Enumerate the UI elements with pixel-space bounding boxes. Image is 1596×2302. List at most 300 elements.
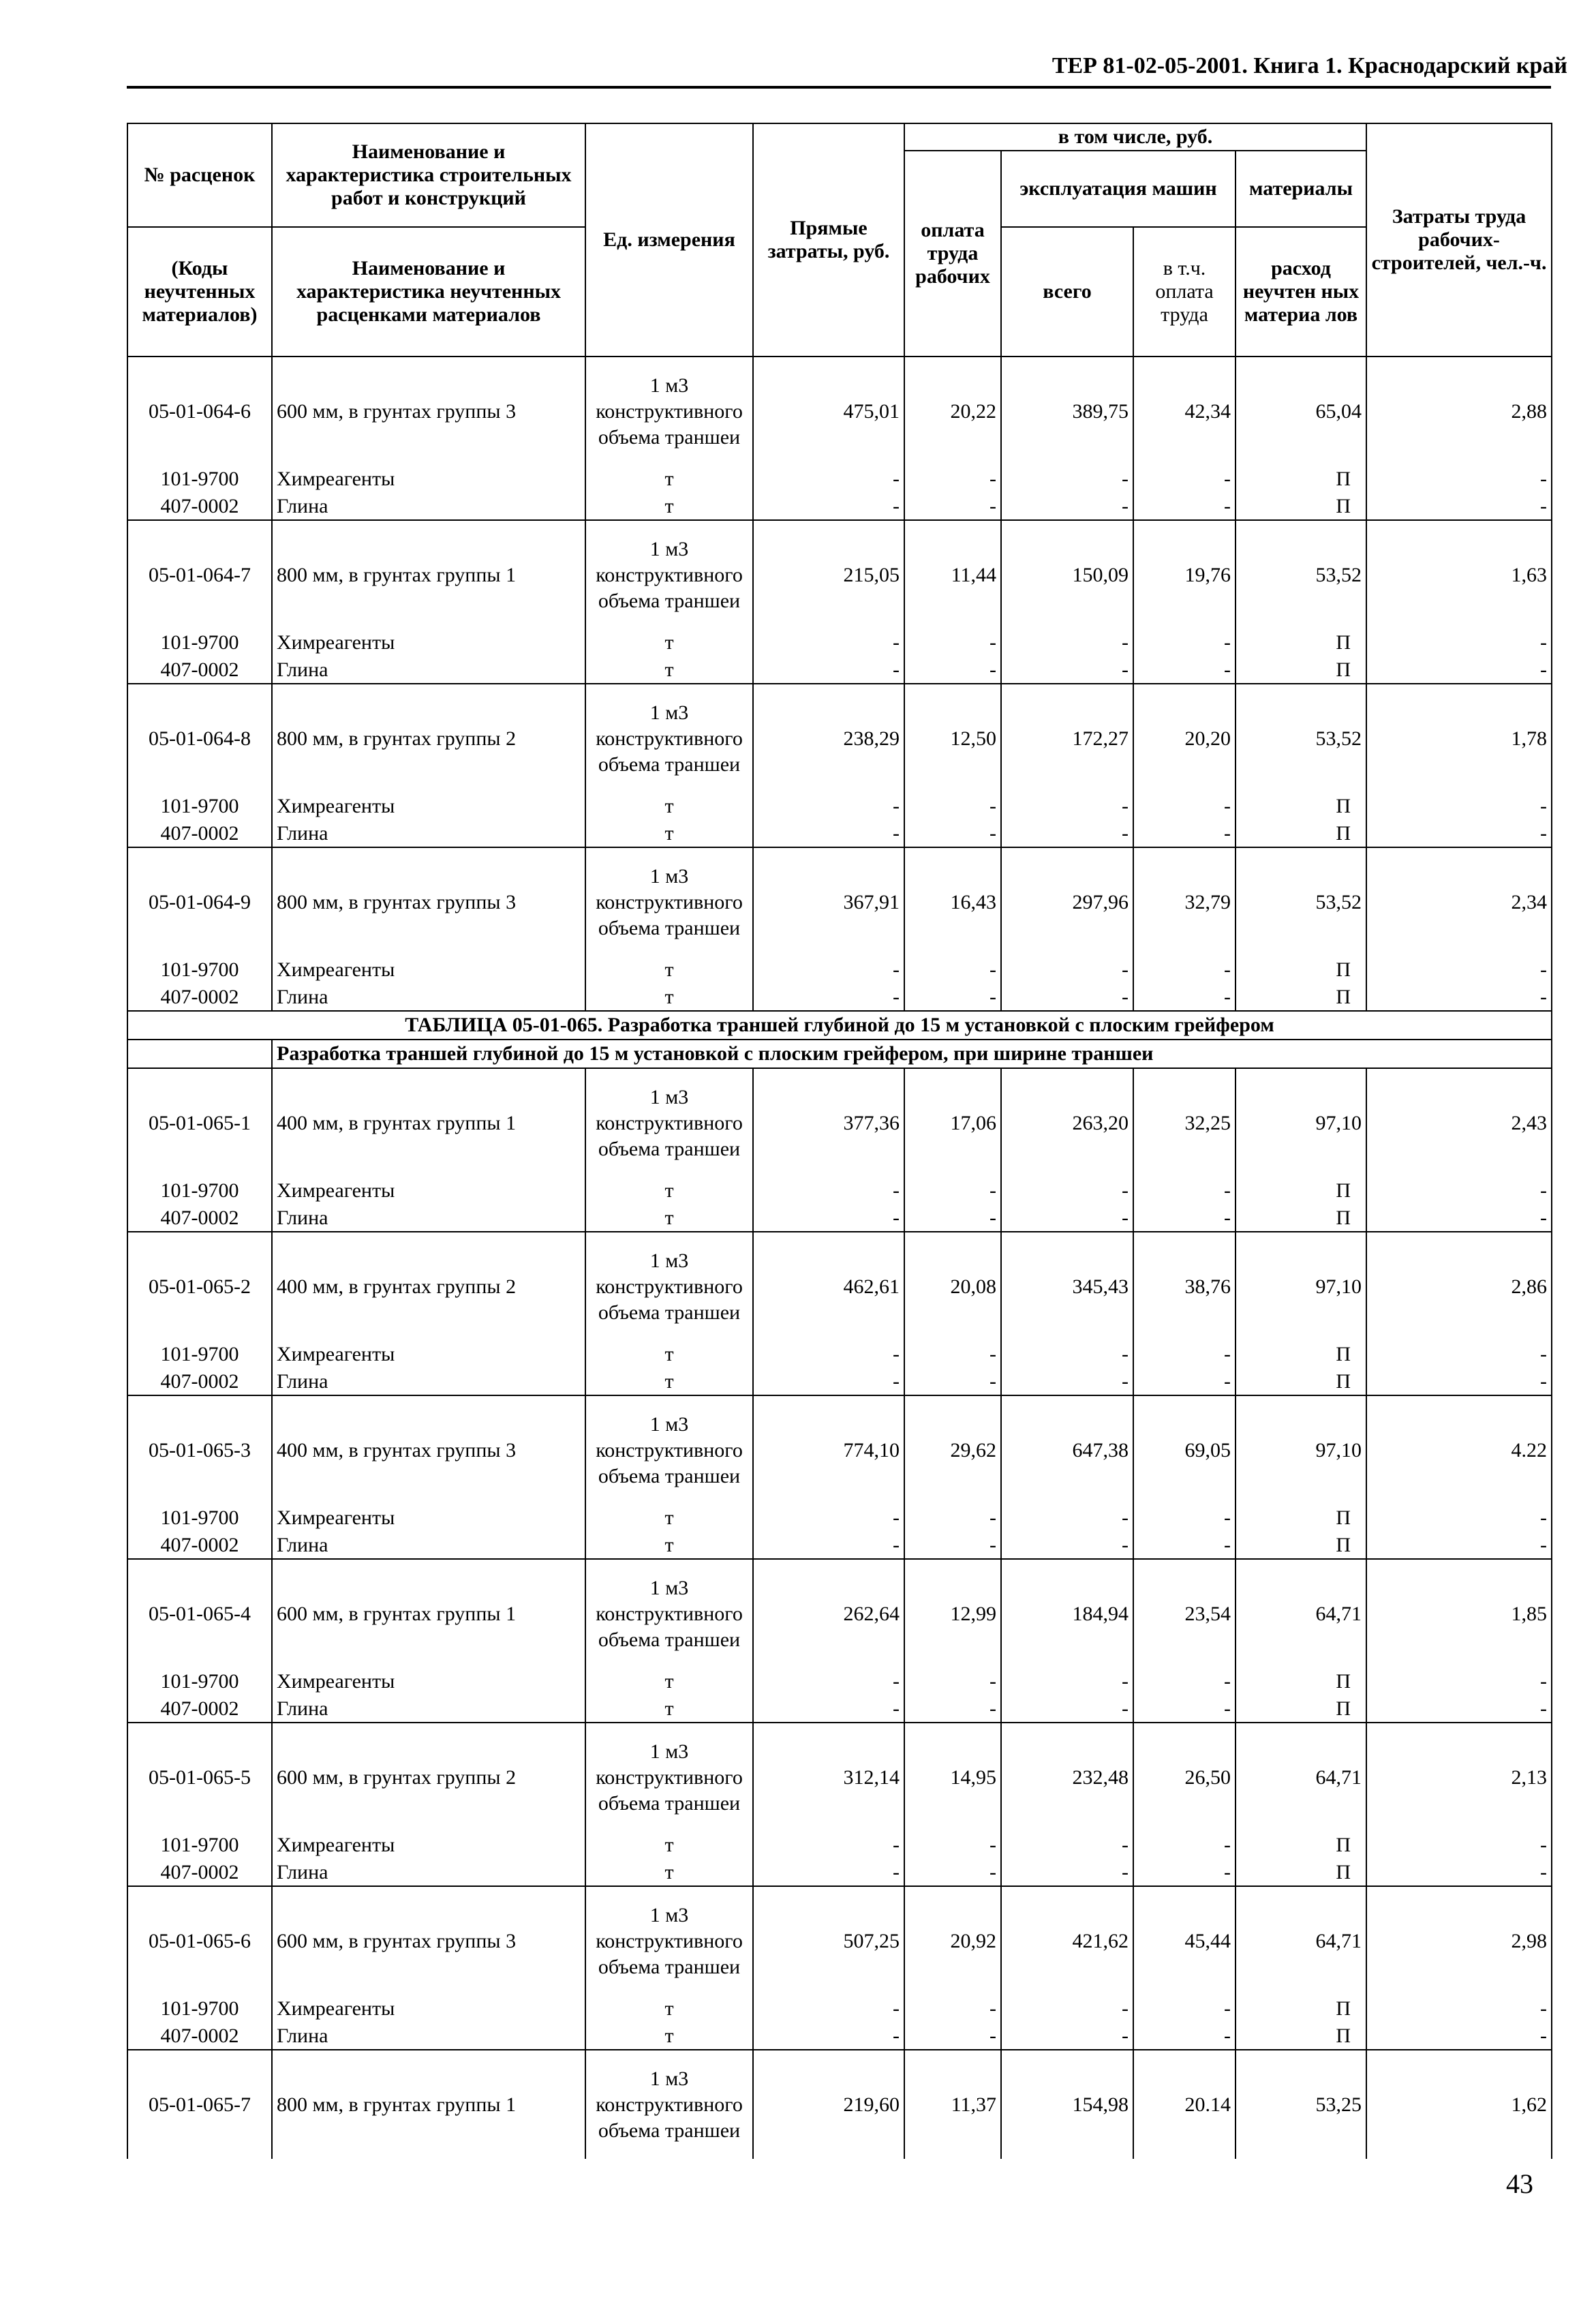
material-flag: П <box>1236 1668 1366 1695</box>
rate-row <box>127 1068 1552 1177</box>
rate-labor-costs: 2,86 <box>1366 1232 1552 1341</box>
material-name: Химреагенты <box>272 1341 585 1368</box>
material-name: Химреагенты <box>272 1177 585 1205</box>
rate-labor-costs: 1,62 <box>1366 2050 1552 2159</box>
rate-materials: 53,52 <box>1236 847 1366 956</box>
material-name: Химреагенты <box>272 793 585 820</box>
material-row <box>127 493 1552 520</box>
material-flag: П <box>1236 2023 1366 2050</box>
rate-materials: 64,71 <box>1236 1723 1366 1832</box>
material-machines-total: - <box>1001 466 1133 493</box>
material-row <box>127 1341 1552 1368</box>
material-direct-cost: - <box>753 2023 904 2050</box>
material-labor-pay: - <box>904 1668 1001 1695</box>
col-direct: Прямые затраты, руб. <box>753 123 904 357</box>
material-flag: П <box>1236 629 1366 656</box>
material-machines-labor: - <box>1133 1995 1236 2023</box>
material-direct-cost: - <box>753 466 904 493</box>
material-code: 407-0002 <box>127 1695 272 1723</box>
material-direct-cost: - <box>753 1859 904 1886</box>
material-labor-costs: - <box>1366 493 1552 520</box>
rate-code: 05-01-064-7 <box>127 520 272 629</box>
material-direct-cost: - <box>753 1504 904 1532</box>
rate-machines-total: 232,48 <box>1001 1723 1133 1832</box>
material-labor-costs: - <box>1366 1205 1552 1232</box>
material-unit: т <box>585 1668 753 1695</box>
material-labor-pay: - <box>904 1832 1001 1859</box>
material-labor-costs: - <box>1366 1504 1552 1532</box>
rate-labor-costs: 2,43 <box>1366 1068 1552 1177</box>
material-unit: т <box>585 956 753 984</box>
running-header: ТЕР 81-02-05-2001. Книга 1. Краснодарский край <box>1052 53 1567 78</box>
rate-machines-total: 172,27 <box>1001 684 1133 793</box>
rate-unit: 1 м3 конструктивного объема траншеи <box>585 684 753 793</box>
material-code: 407-0002 <box>127 1368 272 1395</box>
material-flag: П <box>1236 656 1366 684</box>
material-flag: П <box>1236 956 1366 984</box>
material-flag: П <box>1236 793 1366 820</box>
rate-labor-costs: 1,63 <box>1366 520 1552 629</box>
rate-labor-pay: 17,06 <box>904 1068 1001 1177</box>
rate-direct-cost: 507,25 <box>753 1886 904 1995</box>
material-row <box>127 1368 1552 1395</box>
material-row <box>127 656 1552 684</box>
material-direct-cost: - <box>753 1368 904 1395</box>
material-code: 101-9700 <box>127 1832 272 1859</box>
col-code-top: № расценок <box>127 123 272 227</box>
material-direct-cost: - <box>753 656 904 684</box>
material-code: 101-9700 <box>127 466 272 493</box>
material-name: Химреагенты <box>272 629 585 656</box>
material-machines-total: - <box>1001 1668 1133 1695</box>
material-name: Глина <box>272 1368 585 1395</box>
rates-table <box>127 123 1552 2159</box>
material-labor-costs: - <box>1366 1368 1552 1395</box>
rate-code: 05-01-064-8 <box>127 684 272 793</box>
rate-row <box>127 847 1552 956</box>
table-header <box>127 123 1552 357</box>
material-code: 101-9700 <box>127 793 272 820</box>
rate-materials: 97,10 <box>1236 1395 1366 1504</box>
rate-materials: 53,52 <box>1236 520 1366 629</box>
material-direct-cost: - <box>753 793 904 820</box>
material-machines-total: - <box>1001 1368 1133 1395</box>
material-flag: П <box>1236 1205 1366 1232</box>
rate-materials: 65,04 <box>1236 357 1366 466</box>
rate-labor-pay: 20,08 <box>904 1232 1001 1341</box>
rate-direct-cost: 462,61 <box>753 1232 904 1341</box>
material-flag: П <box>1236 1341 1366 1368</box>
rate-unit: 1 м3 конструктивного объема траншеи <box>585 847 753 956</box>
material-flag: П <box>1236 1695 1366 1723</box>
rate-name: 600 мм, в грунтах группы 2 <box>272 1723 585 1832</box>
material-direct-cost: - <box>753 984 904 1011</box>
material-name: Глина <box>272 984 585 1011</box>
material-row <box>127 1205 1552 1232</box>
rate-materials: 97,10 <box>1236 1068 1366 1177</box>
rate-row <box>127 1886 1552 1995</box>
rate-machines-labor: 23,54 <box>1133 1559 1236 1668</box>
rate-labor-pay: 20,92 <box>904 1886 1001 1995</box>
material-labor-costs: - <box>1366 1341 1552 1368</box>
rate-labor-costs: 2,34 <box>1366 847 1552 956</box>
section-subtitle: Разработка траншей глубиной до 15 м установкой с плоским грейфером, при ширине траншеи <box>272 1040 1552 1068</box>
rate-unit: 1 м3 конструктивного объема траншеи <box>585 2050 753 2159</box>
rate-machines-total: 345,43 <box>1001 1232 1133 1341</box>
material-row <box>127 984 1552 1011</box>
material-machines-labor: - <box>1133 1205 1236 1232</box>
rate-unit: 1 м3 конструктивного объема траншеи <box>585 1886 753 1995</box>
col-name-top: Наименование и характеристика строительных работ и конструкций <box>272 123 585 227</box>
material-unit: т <box>585 1205 753 1232</box>
material-name: Химреагенты <box>272 1832 585 1859</box>
material-flag: П <box>1236 1995 1366 2023</box>
material-unit: т <box>585 1695 753 1723</box>
material-unit: т <box>585 656 753 684</box>
material-row <box>127 793 1552 820</box>
material-direct-cost: - <box>753 1205 904 1232</box>
material-machines-total: - <box>1001 793 1133 820</box>
material-machines-total: - <box>1001 1995 1133 2023</box>
col-machines: эксплуатация машин <box>1001 151 1236 227</box>
material-row <box>127 1668 1552 1695</box>
material-flag: П <box>1236 1859 1366 1886</box>
material-machines-labor: - <box>1133 793 1236 820</box>
material-row <box>127 629 1552 656</box>
material-direct-cost: - <box>753 820 904 847</box>
material-unit: т <box>585 1532 753 1559</box>
material-direct-cost: - <box>753 1695 904 1723</box>
col-code-bottom: (Коды неучтенных материалов) <box>127 227 272 357</box>
material-machines-total: - <box>1001 1504 1133 1532</box>
material-machines-labor: - <box>1133 493 1236 520</box>
header-rule <box>127 86 1551 89</box>
material-unit: т <box>585 820 753 847</box>
material-labor-pay: - <box>904 656 1001 684</box>
rate-direct-cost: 367,91 <box>753 847 904 956</box>
material-name: Глина <box>272 1205 585 1232</box>
col-incl: в том числе, руб. <box>904 123 1366 151</box>
rate-name: 800 мм, в грунтах группы 2 <box>272 684 585 793</box>
rate-name: 400 мм, в грунтах группы 3 <box>272 1395 585 1504</box>
material-direct-cost: - <box>753 1832 904 1859</box>
material-labor-pay: - <box>904 793 1001 820</box>
material-code: 101-9700 <box>127 1341 272 1368</box>
rate-labor-costs: 2,13 <box>1366 1723 1552 1832</box>
material-unit: т <box>585 793 753 820</box>
material-code: 101-9700 <box>127 1177 272 1205</box>
material-machines-labor: - <box>1133 820 1236 847</box>
material-labor-costs: - <box>1366 2023 1552 2050</box>
rate-machines-total: 647,38 <box>1001 1395 1133 1504</box>
material-code: 101-9700 <box>127 1668 272 1695</box>
material-unit: т <box>585 1859 753 1886</box>
material-machines-labor: - <box>1133 1177 1236 1205</box>
rate-code: 05-01-065-4 <box>127 1559 272 1668</box>
rate-unit: 1 м3 конструктивного объема траншеи <box>585 1395 753 1504</box>
material-labor-pay: - <box>904 1368 1001 1395</box>
material-code: 407-0002 <box>127 1205 272 1232</box>
rate-machines-total: 150,09 <box>1001 520 1133 629</box>
rate-labor-pay: 20,22 <box>904 357 1001 466</box>
rate-direct-cost: 262,64 <box>753 1559 904 1668</box>
rate-labor-costs: 1,85 <box>1366 1559 1552 1668</box>
material-code: 407-0002 <box>127 656 272 684</box>
material-row <box>127 1832 1552 1859</box>
rate-name: 800 мм, в грунтах группы 1 <box>272 2050 585 2159</box>
material-unit: т <box>585 1177 753 1205</box>
rate-materials: 64,71 <box>1236 1886 1366 1995</box>
rate-materials: 53,25 <box>1236 2050 1366 2159</box>
material-unit: т <box>585 2023 753 2050</box>
material-unit: т <box>585 1832 753 1859</box>
rate-machines-labor: 45,44 <box>1133 1886 1236 1995</box>
material-row <box>127 820 1552 847</box>
material-machines-total: - <box>1001 2023 1133 2050</box>
material-unit: т <box>585 629 753 656</box>
material-machines-labor: - <box>1133 1341 1236 1368</box>
section-title: ТАБЛИЦА 05-01-065. Разработка траншей глубиной до 15 м установкой с плоским грейфером <box>127 1011 1552 1040</box>
rate-labor-pay: 12,50 <box>904 684 1001 793</box>
material-direct-cost: - <box>753 1668 904 1695</box>
rate-unit: 1 м3 конструктивного объема траншеи <box>585 357 753 466</box>
rate-code: 05-01-064-6 <box>127 357 272 466</box>
rate-name: 800 мм, в грунтах группы 3 <box>272 847 585 956</box>
material-name: Химреагенты <box>272 956 585 984</box>
rate-labor-pay: 11,37 <box>904 2050 1001 2159</box>
material-unit: т <box>585 466 753 493</box>
rate-labor-pay: 29,62 <box>904 1395 1001 1504</box>
material-labor-costs: - <box>1366 1532 1552 1559</box>
col-labor-costs: Затраты труда рабочих-строителей, чел.-ч. <box>1366 123 1552 357</box>
material-row <box>127 956 1552 984</box>
material-code: 407-0002 <box>127 2023 272 2050</box>
material-machines-labor: - <box>1133 1368 1236 1395</box>
rate-labor-pay: 16,43 <box>904 847 1001 956</box>
material-machines-total: - <box>1001 1859 1133 1886</box>
material-labor-pay: - <box>904 466 1001 493</box>
rate-code: 05-01-065-3 <box>127 1395 272 1504</box>
material-flag: П <box>1236 466 1366 493</box>
rate-row <box>127 1232 1552 1341</box>
col-machines-labor: в т.ч. оплата труда <box>1133 227 1236 357</box>
rate-code: 05-01-065-1 <box>127 1068 272 1177</box>
rate-unit: 1 м3 конструктивного объема траншеи <box>585 1232 753 1341</box>
material-machines-labor: - <box>1133 1532 1236 1559</box>
material-name: Глина <box>272 1532 585 1559</box>
rate-machines-total: 263,20 <box>1001 1068 1133 1177</box>
rate-labor-costs: 2,88 <box>1366 357 1552 466</box>
col-materials: материалы <box>1236 151 1366 227</box>
material-flag: П <box>1236 1532 1366 1559</box>
material-name: Глина <box>272 2023 585 2050</box>
material-row <box>127 466 1552 493</box>
material-labor-costs: - <box>1366 1832 1552 1859</box>
material-machines-labor: - <box>1133 1668 1236 1695</box>
rate-machines-labor: 20.14 <box>1133 2050 1236 2159</box>
material-flag: П <box>1236 493 1366 520</box>
material-direct-cost: - <box>753 629 904 656</box>
rate-labor-pay: 12,99 <box>904 1559 1001 1668</box>
material-labor-pay: - <box>904 1504 1001 1532</box>
material-unit: т <box>585 1504 753 1532</box>
material-machines-labor: - <box>1133 1859 1236 1886</box>
material-machines-total: - <box>1001 956 1133 984</box>
material-machines-total: - <box>1001 1341 1133 1368</box>
material-machines-total: - <box>1001 984 1133 1011</box>
material-labor-pay: - <box>904 1341 1001 1368</box>
rate-direct-cost: 475,01 <box>753 357 904 466</box>
material-name: Глина <box>272 493 585 520</box>
material-code: 101-9700 <box>127 1995 272 2023</box>
rate-materials: 64,71 <box>1236 1559 1366 1668</box>
material-code: 407-0002 <box>127 1532 272 1559</box>
rate-name: 600 мм, в грунтах группы 3 <box>272 357 585 466</box>
material-machines-total: - <box>1001 629 1133 656</box>
material-labor-pay: - <box>904 1205 1001 1232</box>
material-direct-cost: - <box>753 1532 904 1559</box>
material-row <box>127 2023 1552 2050</box>
material-labor-pay: - <box>904 1177 1001 1205</box>
rate-direct-cost: 377,36 <box>753 1068 904 1177</box>
material-labor-costs: - <box>1366 820 1552 847</box>
material-name: Химреагенты <box>272 1504 585 1532</box>
material-labor-costs: - <box>1366 984 1552 1011</box>
material-row <box>127 1532 1552 1559</box>
material-labor-costs: - <box>1366 629 1552 656</box>
material-name: Химреагенты <box>272 1668 585 1695</box>
rate-row <box>127 1395 1552 1504</box>
material-labor-costs: - <box>1366 1177 1552 1205</box>
material-machines-total: - <box>1001 1177 1133 1205</box>
rate-row <box>127 1559 1552 1668</box>
material-machines-total: - <box>1001 493 1133 520</box>
material-row <box>127 1859 1552 1886</box>
material-machines-total: - <box>1001 1532 1133 1559</box>
rate-machines-total: 421,62 <box>1001 1886 1133 1995</box>
material-code: 101-9700 <box>127 956 272 984</box>
material-machines-labor: - <box>1133 466 1236 493</box>
rate-machines-total: 297,96 <box>1001 847 1133 956</box>
rate-code: 05-01-065-5 <box>127 1723 272 1832</box>
material-labor-costs: - <box>1366 1695 1552 1723</box>
material-flag: П <box>1236 820 1366 847</box>
material-row <box>127 1177 1552 1205</box>
rate-direct-cost: 238,29 <box>753 684 904 793</box>
material-machines-labor: - <box>1133 984 1236 1011</box>
material-labor-costs: - <box>1366 1995 1552 2023</box>
material-labor-pay: - <box>904 1995 1001 2023</box>
material-unit: т <box>585 493 753 520</box>
material-direct-cost: - <box>753 1995 904 2023</box>
rates-block-065 <box>127 1068 1552 2159</box>
material-machines-total: - <box>1001 1205 1133 1232</box>
material-machines-labor: - <box>1133 1504 1236 1532</box>
material-labor-costs: - <box>1366 1859 1552 1886</box>
rate-machines-labor: 20,20 <box>1133 684 1236 793</box>
rate-code: 05-01-064-9 <box>127 847 272 956</box>
rate-machines-total: 154,98 <box>1001 2050 1133 2159</box>
material-direct-cost: - <box>753 493 904 520</box>
rate-machines-total: 389,75 <box>1001 357 1133 466</box>
material-flag: П <box>1236 984 1366 1011</box>
material-flag: П <box>1236 1177 1366 1205</box>
rate-machines-labor: 26,50 <box>1133 1723 1236 1832</box>
material-flag: П <box>1236 1504 1366 1532</box>
material-direct-cost: - <box>753 956 904 984</box>
material-labor-pay: - <box>904 1859 1001 1886</box>
material-labor-costs: - <box>1366 1668 1552 1695</box>
rate-machines-labor: 42,34 <box>1133 357 1236 466</box>
rate-row <box>127 2050 1552 2159</box>
rate-name: 800 мм, в грунтах группы 1 <box>272 520 585 629</box>
material-name: Глина <box>272 1859 585 1886</box>
rate-name: 600 мм, в грунтах группы 3 <box>272 1886 585 1995</box>
material-labor-pay: - <box>904 493 1001 520</box>
rate-row <box>127 1723 1552 1832</box>
col-machines-total: всего <box>1001 227 1133 357</box>
rate-code: 05-01-065-6 <box>127 1886 272 1995</box>
col-labor-pay: оплата труда рабочих <box>904 151 1001 357</box>
rate-machines-labor: 69,05 <box>1133 1395 1236 1504</box>
material-labor-pay: - <box>904 820 1001 847</box>
material-labor-pay: - <box>904 2023 1001 2050</box>
material-name: Глина <box>272 820 585 847</box>
material-labor-costs: - <box>1366 466 1552 493</box>
material-flag: П <box>1236 1368 1366 1395</box>
material-name: Химреагенты <box>272 1995 585 2023</box>
material-name: Глина <box>272 656 585 684</box>
material-row <box>127 1995 1552 2023</box>
material-labor-pay: - <box>904 629 1001 656</box>
material-labor-pay: - <box>904 956 1001 984</box>
material-machines-total: - <box>1001 1695 1133 1723</box>
material-unit: т <box>585 1368 753 1395</box>
rate-direct-cost: 774,10 <box>753 1395 904 1504</box>
rate-name: 400 мм, в грунтах группы 1 <box>272 1068 585 1177</box>
rate-unit: 1 м3 конструктивного объема траншеи <box>585 1068 753 1177</box>
material-labor-pay: - <box>904 984 1001 1011</box>
rate-materials: 53,52 <box>1236 684 1366 793</box>
rate-direct-cost: 215,05 <box>753 520 904 629</box>
material-row <box>127 1695 1552 1723</box>
material-code: 407-0002 <box>127 984 272 1011</box>
rate-direct-cost: 312,14 <box>753 1723 904 1832</box>
rate-name: 400 мм, в грунтах группы 2 <box>272 1232 585 1341</box>
material-machines-labor: - <box>1133 1832 1236 1859</box>
material-machines-labor: - <box>1133 656 1236 684</box>
material-name: Глина <box>272 1695 585 1723</box>
rate-materials: 97,10 <box>1236 1232 1366 1341</box>
rate-row <box>127 520 1552 629</box>
rate-unit: 1 м3 конструктивного объема траншеи <box>585 1559 753 1668</box>
rate-code: 05-01-065-2 <box>127 1232 272 1341</box>
material-direct-cost: - <box>753 1341 904 1368</box>
material-machines-labor: - <box>1133 1695 1236 1723</box>
rate-direct-cost: 219,60 <box>753 2050 904 2159</box>
material-labor-costs: - <box>1366 956 1552 984</box>
material-machines-total: - <box>1001 1832 1133 1859</box>
material-machines-total: - <box>1001 820 1133 847</box>
rate-name: 600 мм, в грунтах группы 1 <box>272 1559 585 1668</box>
material-row <box>127 1504 1552 1532</box>
material-unit: т <box>585 1995 753 2023</box>
rate-labor-pay: 14,95 <box>904 1723 1001 1832</box>
rate-machines-labor: 32,25 <box>1133 1068 1236 1177</box>
material-code: 407-0002 <box>127 820 272 847</box>
material-unit: т <box>585 1341 753 1368</box>
material-unit: т <box>585 984 753 1011</box>
